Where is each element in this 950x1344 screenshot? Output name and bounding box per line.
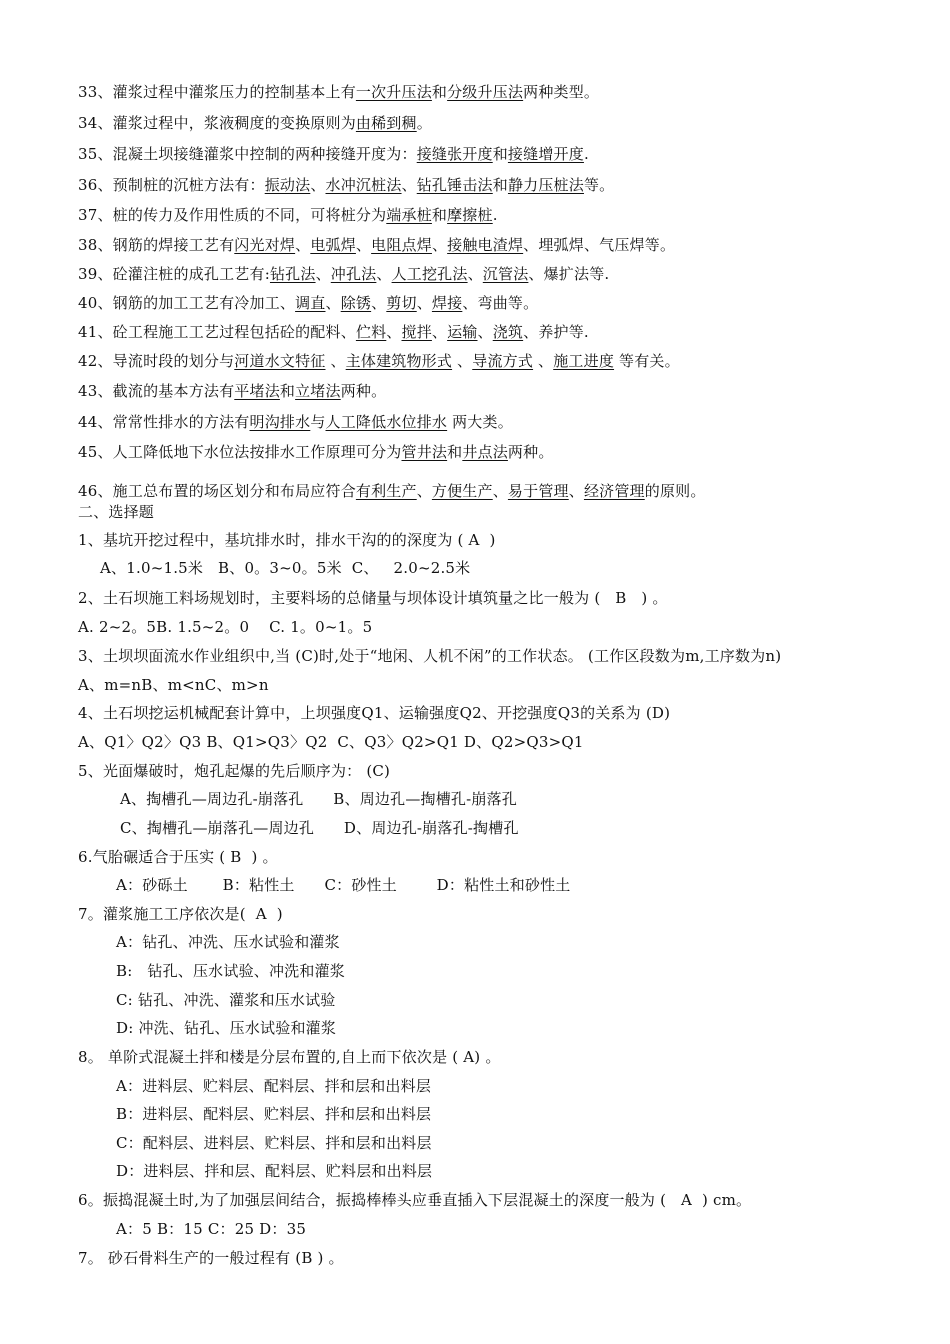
underlined-answer: 一次升压法 bbox=[355, 83, 432, 101]
underlined-answer: 电弧焊 bbox=[310, 236, 356, 254]
text-segment: 3、土坝坝面流水作业组织中,当 (C)时,处于“地闲、人机不闲”的工作状态。 (工作区段数为m,工序数为n) bbox=[78, 647, 782, 665]
underlined-answer: 焊接 bbox=[431, 294, 463, 312]
text-segment: 和 bbox=[431, 206, 448, 224]
underlined-answer: 平堵法 bbox=[234, 382, 280, 400]
text-segment: 、 bbox=[371, 294, 387, 312]
text-segment: 37、桩的传力及作用性质的不同，可将桩分为 bbox=[78, 206, 387, 224]
text-segment: 和 bbox=[492, 145, 508, 163]
text-line bbox=[116, 990, 336, 1010]
underlined-answer: 电阻点焊 bbox=[371, 236, 432, 254]
text-segment: . bbox=[583, 145, 589, 163]
underlined-answer: 主体建筑物形式 bbox=[345, 352, 453, 370]
underlined-answer: 除锈 bbox=[340, 294, 372, 312]
text-line bbox=[78, 847, 278, 867]
text-segment: 40、钢筋的加工工艺有冷加工、 bbox=[78, 294, 296, 312]
text-line bbox=[116, 875, 571, 895]
text-segment: 两种。 bbox=[507, 443, 554, 461]
text-segment: 、 bbox=[325, 294, 341, 312]
text-segment: 两种类型。 bbox=[523, 83, 600, 101]
underlined-answer: 人工挖孔法 bbox=[391, 265, 468, 283]
text-segment: 等有关。 bbox=[614, 352, 680, 370]
underlined-answer: 运输 bbox=[447, 323, 478, 341]
text-segment: 39、砼灌注桩的成孔工艺有: bbox=[78, 265, 270, 283]
text-segment: D: 冲洗、钻孔、压水试验和灌浆 bbox=[116, 1019, 337, 1037]
text-line bbox=[78, 1248, 344, 1268]
text-line bbox=[78, 530, 496, 550]
text-segment: C: 钻孔、冲洗、灌浆和压水试验 bbox=[116, 991, 336, 1009]
text-segment: A. 2~2。5B. 1.5~2。0 C. 1。0~1。5 bbox=[78, 618, 373, 636]
text-segment: 和 bbox=[279, 382, 296, 400]
text-line bbox=[78, 761, 390, 781]
text-segment: 7。 砂石骨料生产的一般过程有 (B ) 。 bbox=[78, 1249, 344, 1267]
text-line bbox=[78, 1047, 501, 1067]
underlined-answer: 剪切 bbox=[386, 294, 417, 312]
underlined-answer: 有利生产 bbox=[355, 482, 417, 500]
text-segment: 、 bbox=[315, 265, 331, 283]
text-segment: 、埋弧焊、气压焊等。 bbox=[523, 236, 676, 254]
text-segment: A：进料层、贮料层、配料层、拌和层和出料层 bbox=[116, 1077, 432, 1095]
text-line bbox=[78, 144, 589, 164]
text-segment: 和 bbox=[492, 176, 508, 194]
text-line bbox=[120, 789, 517, 809]
underlined-answer: 立堵法 bbox=[295, 382, 341, 400]
text-segment: 45、人工降低地下水位法按排水工作原理可分为 bbox=[78, 443, 402, 461]
text-line bbox=[78, 1190, 751, 1210]
underlined-answer: 浇筑 bbox=[492, 323, 524, 341]
text-line bbox=[78, 293, 538, 313]
text-line bbox=[78, 732, 584, 752]
text-segment: 33、灌浆过程中灌浆压力的控制基本上有 bbox=[78, 83, 356, 101]
underlined-answer: 搅拌 bbox=[401, 323, 432, 341]
underlined-answer: 伫料 bbox=[355, 323, 387, 341]
underlined-answer: 冲孔法 bbox=[330, 265, 377, 283]
text-segment: A、Q1〉Q2〉Q3 B、Q1>Q3〉Q2 C、Q3〉Q2>Q1 D、Q2>Q3>Q1 bbox=[78, 733, 584, 751]
text-segment: C、掏槽孔—崩落孔—周边孔 D、周边孔-崩落孔-掏槽孔 bbox=[120, 819, 519, 837]
text-segment: 、 bbox=[310, 176, 326, 194]
text-line bbox=[78, 904, 283, 924]
text-line bbox=[116, 1018, 336, 1038]
text-segment: A：5 B：15 C：25 D：35 bbox=[116, 1220, 307, 1238]
text-segment: 与 bbox=[310, 413, 326, 431]
underlined-answer: 施工进度 bbox=[553, 352, 615, 370]
text-segment: 6.气胎碾适合于压实 ( B ) 。 bbox=[78, 848, 278, 866]
text-segment: 、 bbox=[325, 352, 346, 370]
text-segment: 、 bbox=[416, 482, 432, 500]
text-segment: 、 bbox=[355, 236, 372, 254]
text-segment: 、弯曲等。 bbox=[462, 294, 539, 312]
text-line bbox=[78, 703, 670, 723]
text-segment: 7。灌浆施工工序依次是( A ) bbox=[78, 905, 283, 923]
text-segment: 、 bbox=[416, 294, 432, 312]
text-segment: 42、导流时段的划分与 bbox=[78, 352, 235, 370]
text-line bbox=[116, 1076, 431, 1096]
text-segment: 35、混凝土坝接缝灌浆中控制的两种接缝开度为： bbox=[78, 145, 417, 163]
text-line bbox=[78, 442, 554, 462]
underlined-answer: 由稀到稠 bbox=[355, 114, 417, 132]
text-line bbox=[78, 502, 154, 522]
text-segment: 43、截流的基本方法有 bbox=[78, 382, 235, 400]
text-segment: 38、钢筋的焊接工艺有 bbox=[78, 236, 235, 254]
underlined-answer: 接缝增开度 bbox=[507, 145, 584, 163]
text-segment: 的原则。 bbox=[644, 482, 706, 500]
text-segment: 36、预制桩的沉桩方法有： bbox=[78, 176, 265, 194]
text-segment: 、 bbox=[376, 265, 392, 283]
text-segment: 两大类。 bbox=[447, 413, 513, 431]
text-line bbox=[116, 1161, 432, 1181]
text-line bbox=[100, 558, 470, 578]
underlined-answer: 闪光对焊 bbox=[234, 236, 296, 254]
text-line bbox=[78, 675, 269, 695]
text-segment: 、 bbox=[401, 176, 417, 194]
text-segment: 、 bbox=[431, 236, 448, 254]
text-segment: 5、光面爆破时，炮孔起爆的先后顺序为： (C) bbox=[78, 762, 391, 780]
text-line bbox=[116, 932, 340, 952]
text-segment: 二、选择题 bbox=[78, 503, 155, 521]
text-segment: 和 bbox=[431, 83, 448, 101]
text-segment: 8。 单阶式混凝土拌和楼是分层布置的,自上而下依次是 ( A) 。 bbox=[78, 1048, 501, 1066]
underlined-answer: 分级升压法 bbox=[447, 83, 524, 101]
text-segment: 、 bbox=[386, 323, 402, 341]
underlined-answer: 井点法 bbox=[462, 443, 508, 461]
text-segment: 6。振捣混凝土时,为了加强层间结合，振捣棒棒头应垂直插入下层混凝土的深度一般为 ( A ) cm。 bbox=[78, 1191, 752, 1209]
text-segment: D：进料层、拌和层、配料层、贮料层和出料层 bbox=[116, 1162, 433, 1180]
text-line bbox=[78, 412, 513, 432]
text-segment: 和 bbox=[447, 443, 463, 461]
text-segment: 44、常常性排水的方法有 bbox=[78, 413, 250, 431]
text-line bbox=[78, 617, 372, 637]
underlined-answer: 端承桩 bbox=[386, 206, 432, 224]
text-segment: A、1.0~1.5米 B、0。3~0。5米 C、 2.0~2.5米 bbox=[100, 559, 471, 577]
text-segment: 46、施工总布置的场区划分和布局应符合 bbox=[78, 482, 356, 500]
text-segment: 、 bbox=[295, 236, 311, 254]
underlined-answer: 人工降低水位排水 bbox=[325, 413, 448, 431]
text-line bbox=[116, 1104, 431, 1124]
text-segment: 、 bbox=[431, 323, 448, 341]
text-line bbox=[78, 175, 614, 195]
underlined-answer: 钻孔法 bbox=[269, 265, 316, 283]
text-line bbox=[78, 322, 589, 342]
text-segment: 、养护等. bbox=[523, 323, 589, 341]
text-segment: 、 bbox=[492, 482, 508, 500]
text-line bbox=[78, 351, 680, 371]
underlined-answer: 管井法 bbox=[401, 443, 448, 461]
text-segment: C：配料层、进料层、贮料层、拌和层和出料层 bbox=[116, 1134, 432, 1152]
text-segment: 。 bbox=[416, 114, 432, 132]
text-segment: 2、土石坝施工料场规划时，主要料场的总储量与坝体设计填筑量之比一般为 ( B ) 。 bbox=[78, 589, 668, 607]
text-segment: A、掏槽孔—周边孔-崩落孔 B、周边孔—掏槽孔-崩落孔 bbox=[120, 790, 518, 808]
text-segment: B: 钻孔、压水试验、冲洗和灌浆 bbox=[116, 962, 345, 980]
text-line bbox=[78, 381, 386, 401]
text-segment: A：砂砾土 B：粘性土 C：砂性土 D：粘性土和砂性土 bbox=[116, 876, 571, 894]
text-segment: A：钻孔、冲洗、压水试验和灌浆 bbox=[116, 933, 340, 951]
underlined-answer: 河道水文特征 bbox=[234, 352, 326, 370]
underlined-answer: 钻孔锤击法 bbox=[416, 176, 493, 194]
text-segment: 1、基坑开挖过程中，基坑排水时，排水干沟的的深度为 ( A ) bbox=[78, 531, 496, 549]
text-segment: 、 bbox=[452, 352, 473, 370]
underlined-answer: 水冲沉桩法 bbox=[325, 176, 402, 194]
underlined-answer: 易于管理 bbox=[507, 482, 569, 500]
underlined-answer: 导流方式 bbox=[472, 352, 534, 370]
text-line bbox=[116, 961, 345, 981]
text-segment: 、 bbox=[568, 482, 584, 500]
underlined-answer: 摩擦桩 bbox=[447, 206, 493, 224]
text-line bbox=[78, 481, 706, 501]
text-segment: 、爆扩法等. bbox=[528, 265, 610, 283]
underlined-answer: 接触电渣焊 bbox=[447, 236, 524, 254]
text-line bbox=[78, 235, 675, 255]
text-segment: 41、砼工程施工工艺过程包括砼的配料、 bbox=[78, 323, 356, 341]
text-line bbox=[78, 588, 668, 608]
underlined-answer: 振动法 bbox=[264, 176, 311, 194]
underlined-answer: 调直 bbox=[295, 294, 326, 312]
text-segment: A、m=nB、m<nC、m>n bbox=[78, 676, 269, 694]
underlined-answer: 方便生产 bbox=[431, 482, 493, 500]
text-segment: B：进料层、配料层、贮料层、拌和层和出料层 bbox=[116, 1105, 432, 1123]
text-line bbox=[78, 205, 498, 225]
text-segment: . bbox=[492, 206, 498, 224]
text-segment: 、 bbox=[477, 323, 493, 341]
underlined-answer: 明沟排水 bbox=[249, 413, 311, 431]
text-line bbox=[116, 1219, 306, 1239]
text-segment: 等。 bbox=[583, 176, 615, 194]
underlined-answer: 接缝张开度 bbox=[416, 145, 493, 163]
text-segment: 、 bbox=[467, 265, 483, 283]
underlined-answer: 静力压桩法 bbox=[507, 176, 584, 194]
text-segment: 两种。 bbox=[340, 382, 387, 400]
text-line bbox=[116, 1133, 432, 1153]
text-segment: 4、土石坝挖运机械配套计算中，上坝强度Q1、运输强度Q2、开挖强度Q3的关系为 (D) bbox=[78, 704, 671, 722]
text-segment: 、 bbox=[533, 352, 554, 370]
text-line bbox=[78, 646, 781, 666]
text-line bbox=[120, 818, 519, 838]
underlined-answer: 沉管法 bbox=[482, 265, 529, 283]
text-line bbox=[78, 264, 609, 284]
text-line bbox=[78, 82, 599, 102]
text-segment: 34、灌浆过程中，浆液稠度的变换原则为 bbox=[78, 114, 356, 132]
underlined-answer: 经济管理 bbox=[583, 482, 645, 500]
text-line bbox=[78, 113, 432, 133]
